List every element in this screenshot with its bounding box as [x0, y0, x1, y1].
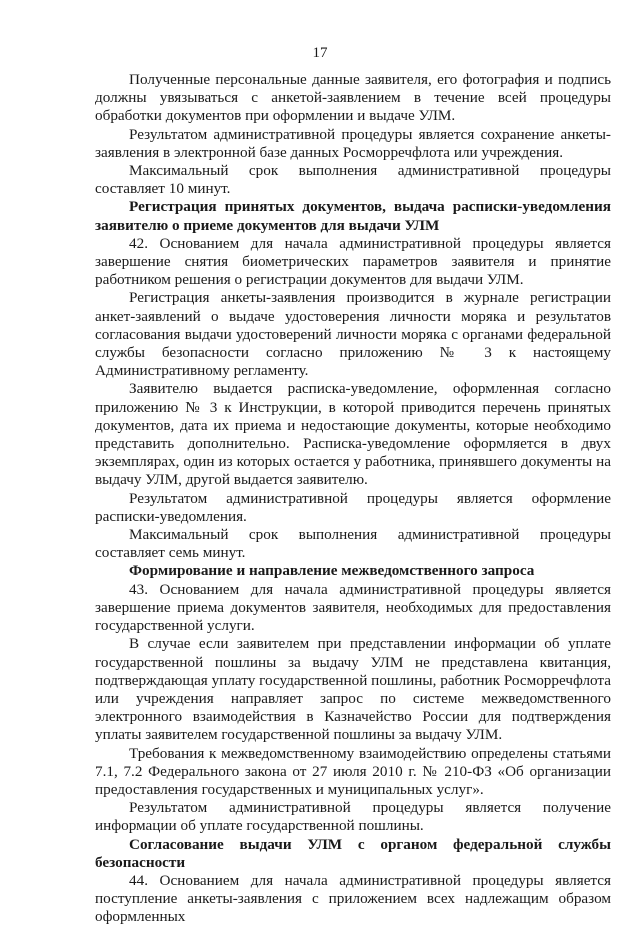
page-number: 17: [312, 45, 328, 61]
section-heading: Формирование и направление межведомственного запроса: [129, 562, 535, 580]
section-heading: Регистрация принятых документов, выдача расписки-уведомления заявителю о приеме документов для выдачи УЛМ: [95, 198, 611, 234]
section-heading: Согласование выдачи УЛМ с органом федеральной службы безопасности: [95, 835, 611, 871]
paragraph: Регистрация анкеты-заявления производится в журнале регистрации анкет-заявлений о выдаче удостоверения личности моряка и результатов согласования выдачи удостоверений личности моряка с органами федеральной службы безопасности согласно приложению № 3 к настоящему Административному регламенту.: [95, 289, 611, 380]
paragraph: Результатом административной процедуры является оформление расписки-уведомления.: [95, 489, 611, 525]
paragraph: Максимальный срок выполнения административной процедуры составляет 10 минут.: [95, 162, 611, 198]
paragraph: Полученные персональные данные заявителя, его фотография и подпись должны увязываться с анкетой-заявлением в течение всей процедуры обработки документов при оформлении и выдаче УЛМ.: [95, 71, 611, 125]
paragraph: В случае если заявителем при представлении информации об уплате государственной пошлины за выдачу УЛМ не представлена квитанция, подтверждающая уплату государственной пошлины, работник Росморречфлота или учреждения направляет запрос по системе межведомственного электронного взаимодействия в Казначейство России для подтверждения уплаты заявителем государственной пошлины за выдачу УЛМ.: [95, 635, 611, 744]
paragraph: Требования к межведомственному взаимодействию определены статьями 7.1, 7.2 Федерального закона от 27 июля 2010 г. № 210-ФЗ «Об организации предоставления государственных и муниципальных услуг».: [95, 744, 611, 798]
document-body: [95, 71, 611, 927]
paragraph: Результатом административной процедуры является получение информации об уплате государственной пошлины.: [95, 799, 611, 835]
paragraph: 42. Основанием для начала административной процедуры является завершение снятия биометрических параметров заявителя и принятие работником решения о регистрации документов для выдачи УЛМ.: [95, 234, 611, 289]
paragraph: Результатом административной процедуры является сохранение анкеты-заявления в электронной базе данных Росморречфлота или учреждения.: [95, 125, 611, 161]
paragraph: Заявителю выдается расписка-уведомление, оформленная согласно приложению № 3 к Инструкции, в которой приводится перечень принятых документов, дата их приема и недостающие документы, которые необходимо представить дополнительно. Расписка-уведомление оформляется в двух экземплярах, один из которых остается у работника, принявшего документы на выдачу УЛМ, другой выдается заявителю.: [95, 380, 611, 489]
paragraph: 44. Основанием для начала административной процедуры является поступление анкеты-заявления с приложением всех надлежащим образом оформленных: [95, 871, 611, 926]
paragraph: Максимальный срок выполнения административной процедуры составляет семь минут.: [95, 526, 611, 562]
paragraph: 43. Основанием для начала административной процедуры является завершение приема документов заявителя, необходимых для предоставления государственной услуги.: [95, 580, 611, 635]
